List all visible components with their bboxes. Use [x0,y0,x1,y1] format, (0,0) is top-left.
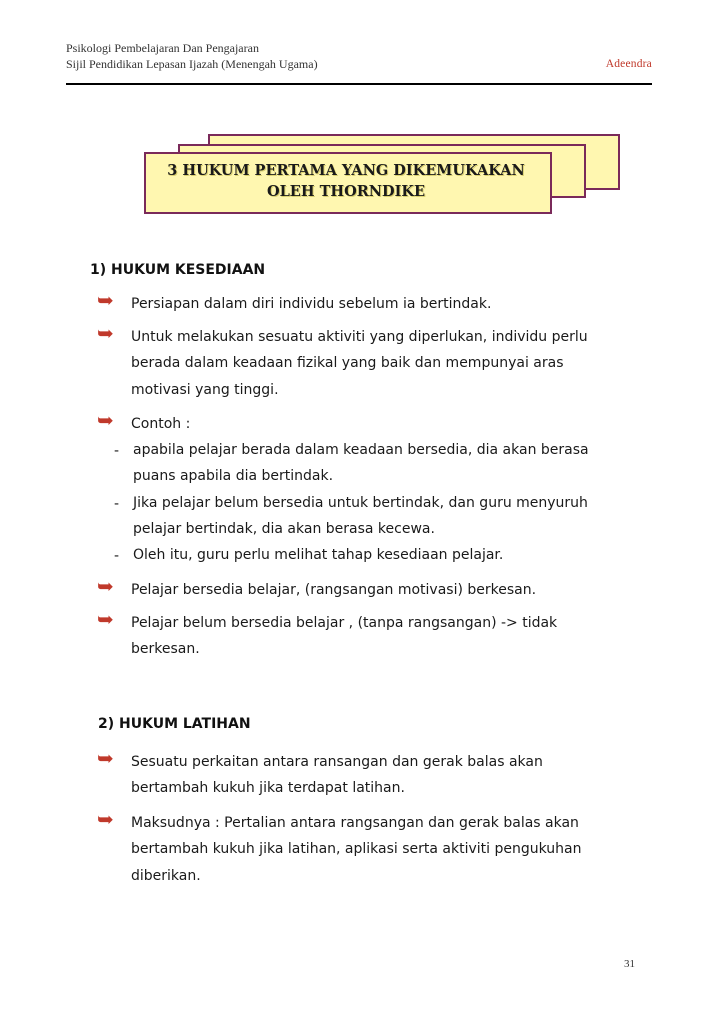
bullet-text-continued: bertambah kukuh jika terdapat latihan. [131,780,405,796]
banner-title-line2: OLEH THORNDIKE [266,183,426,200]
bullet-text: Persiapan dalam diri individu sebelum ia bertindak. [131,296,492,312]
dash-marker: - [114,496,120,512]
bullet-text: Maksudnya : Pertalian antara rangsangan dan gerak balas akan [131,815,579,831]
bullet-text-continued: motivasi yang tinggi. [131,382,279,398]
header-brand: Adeendra [605,58,652,70]
example-text: apabila pelajar berada dalam keadaan bersedia, dia akan berasa [133,442,589,458]
header-rule [66,83,652,85]
curved-arrow-icon: ➥ [97,607,114,631]
example-text-continued: puans apabila dia bertindak. [133,468,334,484]
dash-marker: - [114,443,120,459]
curved-arrow-icon: ➥ [97,574,114,598]
curved-arrow-icon: ➥ [97,807,114,831]
page-number: 31 [624,958,635,970]
section-heading-latihan: 2) HUKUM LATIHAN [98,716,251,732]
curved-arrow-icon: ➥ [97,288,114,312]
bullet-text-continued: diberikan. [131,868,201,884]
banner-title [144,152,548,210]
banner-title-line1: 3 HUKUM PERTAMA YANG DIKEMUKAKAN [167,162,525,179]
bullet-text-continued: bertambah kukuh jika latihan, aplikasi serta aktiviti pengukuhan [131,841,582,857]
bullet-text: Pelajar belum bersedia belajar , (tanpa rangsangan) -> tidak [131,615,558,631]
dash-marker: - [114,548,120,564]
curved-arrow-icon: ➥ [97,408,114,432]
example-text-continued: pelajar bertindak, dia akan berasa kecewa. [133,521,435,537]
bullet-text: Untuk melakukan sesuatu aktiviti yang diperlukan, individu perlu [131,329,588,345]
section-heading-kesediaan: 1) HUKUM KESEDIAAN [90,262,266,278]
curved-arrow-icon: ➥ [97,746,114,770]
example-text: Oleh itu, guru perlu melihat tahap kesediaan pelajar. [133,547,504,563]
title-banner [140,132,620,218]
header-course-title: Psikologi Pembelajaran Dan Pengajaran [66,41,259,55]
header-course-subtitle: Sijil Pendidikan Lepasan Ijazah (Menengah Ugama) [66,57,318,71]
example-text: Jika pelajar belum bersedia untuk bertindak, dan guru menyuruh [133,495,588,511]
bullet-text-continued: berada dalam keadaan fizikal yang baik dan mempunyai aras [131,355,564,371]
bullet-text: Contoh : [131,416,191,432]
bullet-text: Sesuatu perkaitan antara ransangan dan gerak balas akan [131,754,543,770]
bullet-text-continued: berkesan. [131,641,200,657]
page-header [66,40,652,72]
bullet-text: Pelajar bersedia belajar, (rangsangan motivasi) berkesan. [131,582,537,598]
curved-arrow-icon: ➥ [97,321,114,345]
